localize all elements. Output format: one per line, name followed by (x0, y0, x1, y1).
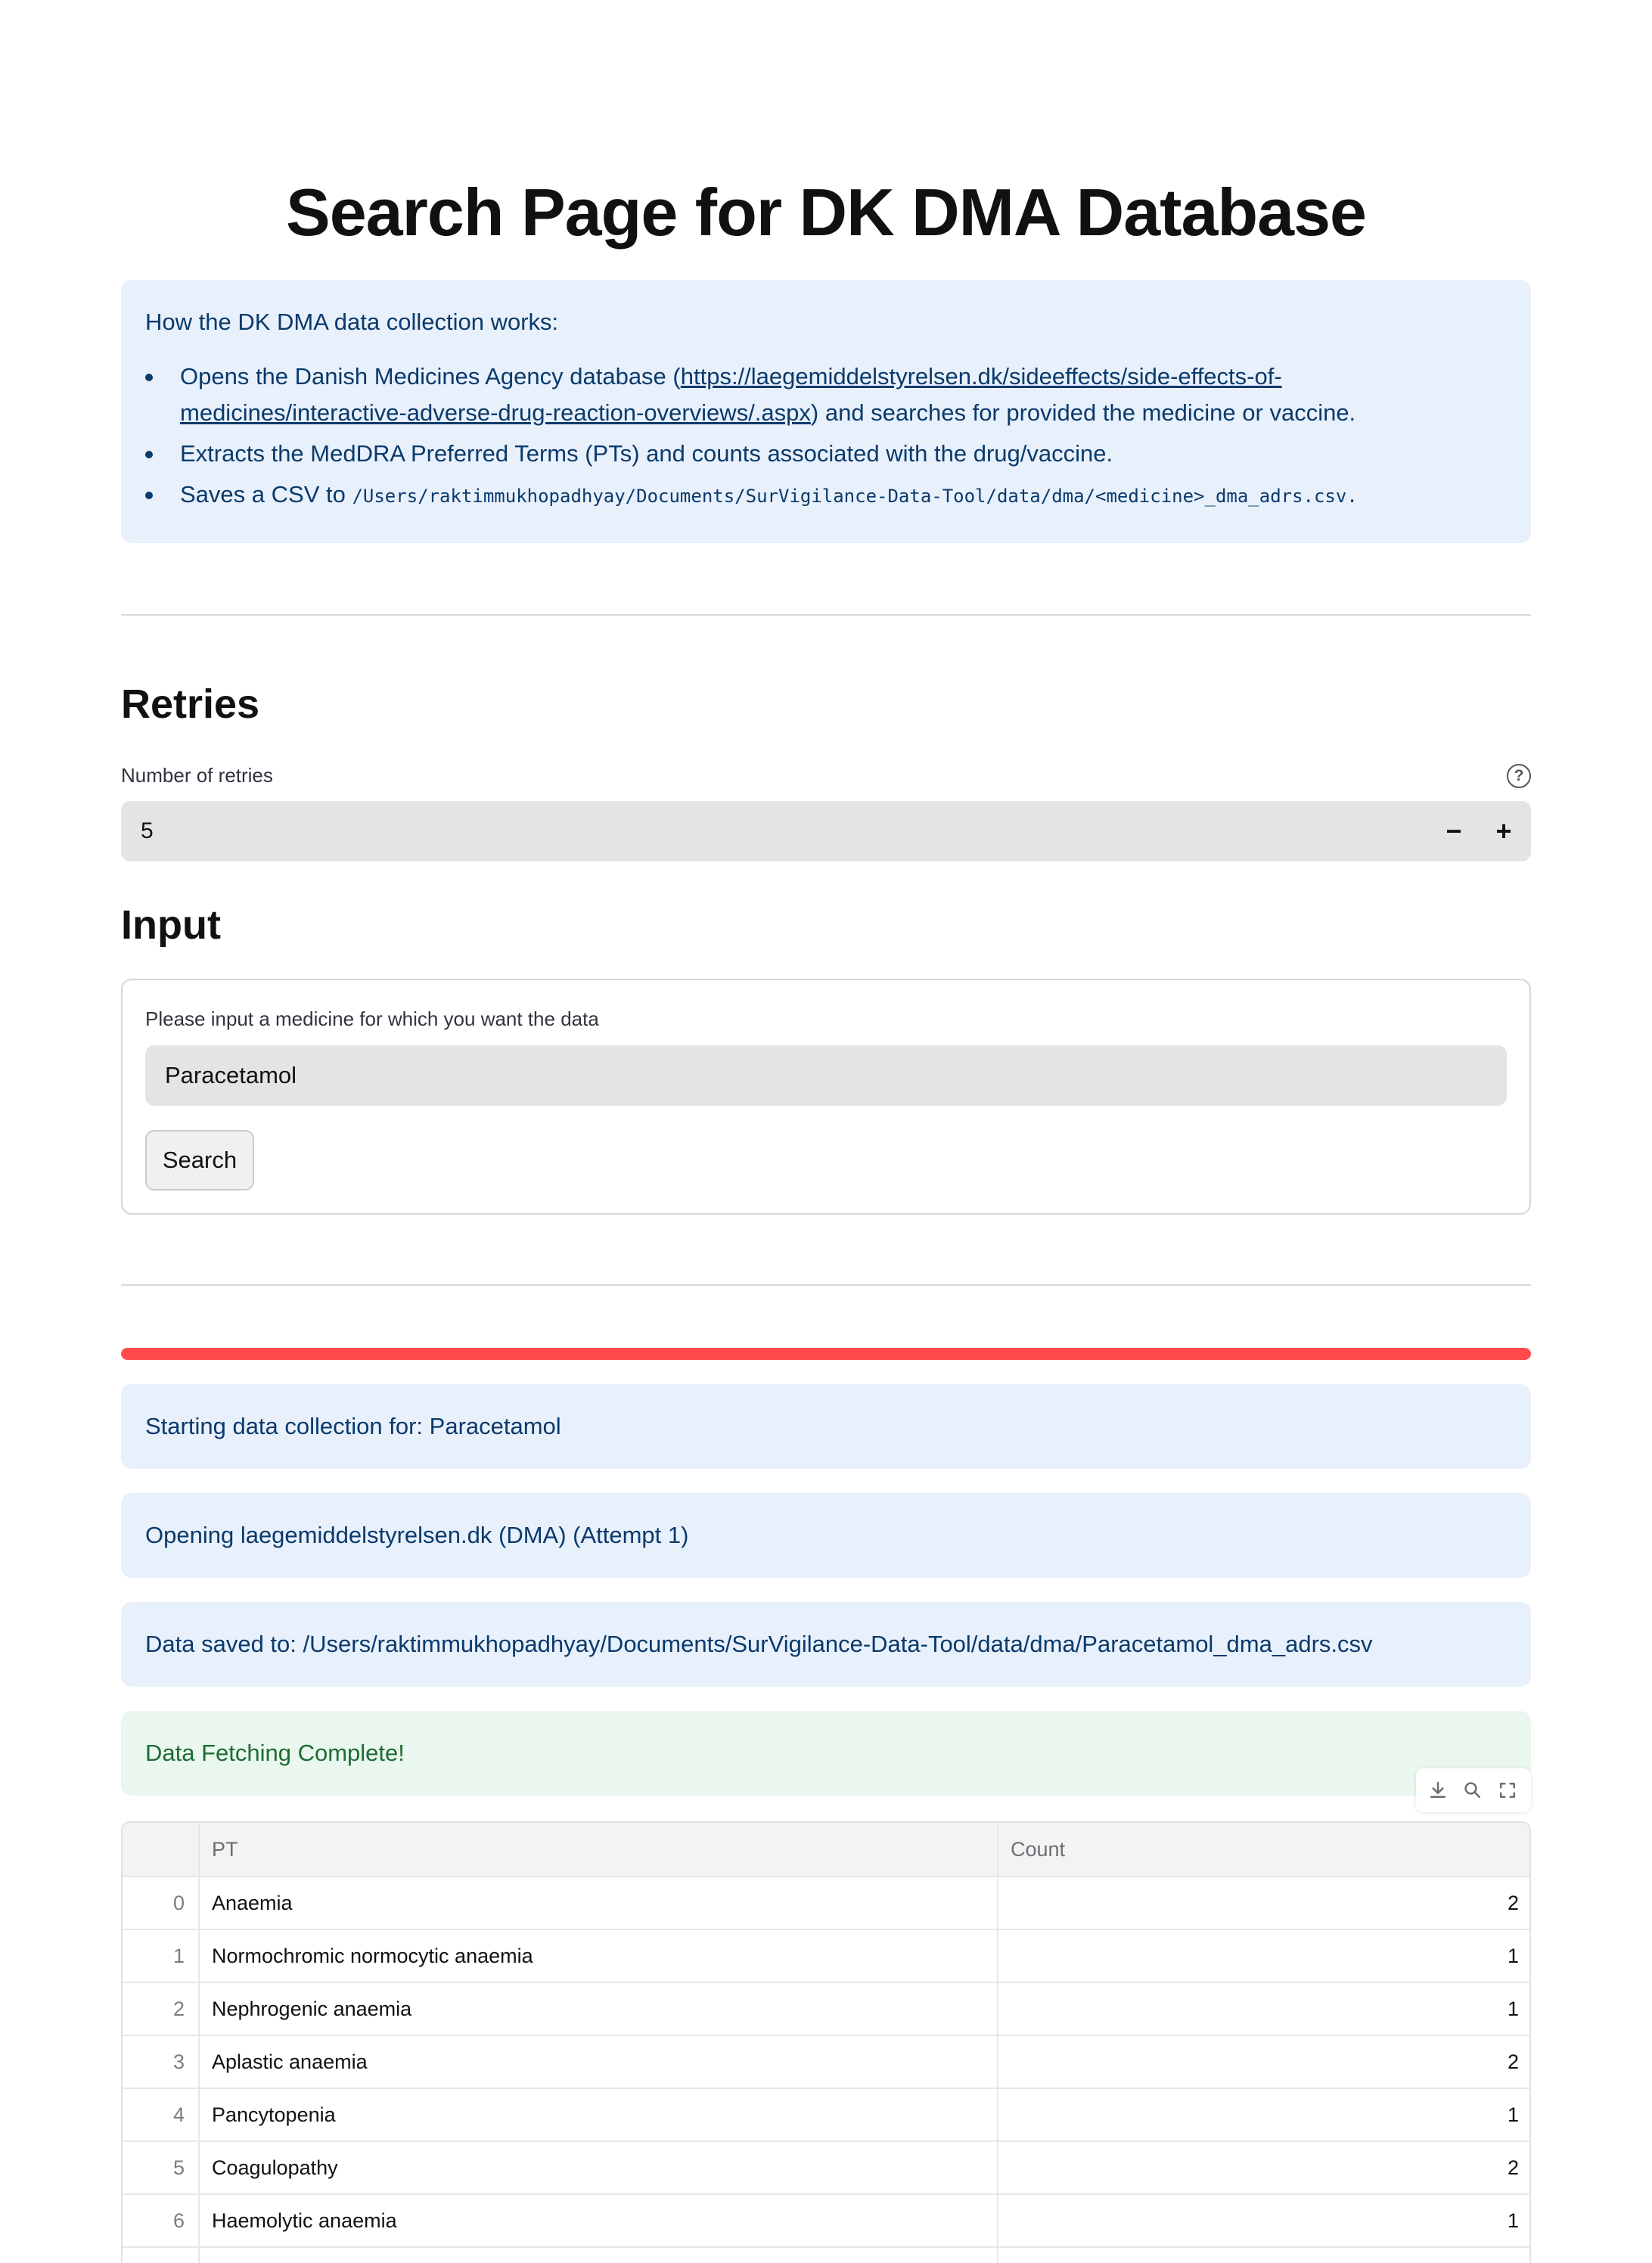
progress-bar (121, 1348, 1531, 1360)
row-index: 6 (123, 2195, 200, 2246)
row-index: 0 (123, 1877, 200, 1929)
pt-cell[interactable]: Pancytopenia (200, 2089, 998, 2140)
count-cell[interactable] (998, 2248, 1531, 2263)
pt-cell[interactable]: Haemolytic anaemia (200, 2195, 998, 2246)
item-text: ) and searches for provided the medicine or vaccine. (810, 399, 1356, 426)
pt-cell[interactable] (200, 2248, 998, 2263)
medicine-input-label: Please input a medicine for which you want the data (145, 1007, 599, 1030)
index-header (123, 1823, 200, 1876)
table-row[interactable] (123, 1877, 1531, 1930)
retries-label: Number of retries (121, 764, 273, 787)
count-column-header[interactable]: Count (1011, 1837, 1066, 1861)
count-cell[interactable]: 1 (1507, 2103, 1519, 2126)
dataframe-toolbar (1416, 1768, 1531, 1812)
progress-fill (121, 1348, 1531, 1360)
increment-button[interactable]: + (1495, 815, 1512, 846)
retries-title: Retries (121, 681, 260, 727)
pt-cell[interactable]: Coagulopathy (200, 2142, 998, 2193)
how-it-works-info (121, 280, 1531, 543)
search-icon[interactable] (1461, 1779, 1484, 1802)
count-cell[interactable]: 1 (1507, 2209, 1519, 2232)
count-cell[interactable]: 2 (1507, 1891, 1519, 1914)
table-row[interactable] (123, 2142, 1531, 2195)
medicine-input[interactable] (145, 1045, 1507, 1106)
table-header (123, 1823, 1531, 1877)
how-it-works-item (145, 436, 1507, 472)
row-index: 3 (123, 2036, 200, 2088)
success-message: Data Fetching Complete! (121, 1711, 1531, 1796)
row-index: 5 (123, 2142, 200, 2193)
table-row[interactable] (123, 2195, 1531, 2248)
count-cell[interactable]: 2 (1507, 2156, 1519, 2179)
search-form (121, 979, 1531, 1215)
how-it-works-list (145, 359, 1507, 514)
status-message-opening: Opening laegemiddelstyrelsen.dk (DMA) (Attempt 1) (121, 1493, 1531, 1578)
row-index (123, 2248, 200, 2263)
row-index: 4 (123, 2089, 200, 2140)
search-button[interactable]: Search (145, 1130, 254, 1190)
pt-cell[interactable]: Normochromic normocytic anaemia (200, 1930, 998, 1982)
pt-cell[interactable]: Anaemia (200, 1877, 998, 1929)
row-index: 2 (123, 1983, 200, 2035)
dma-database-link[interactable]: https://laegemiddelstyrelsen.dk/sideeffects/side-effects-of-medicines/interactive-adverse-drug-reaction-overviews/.aspx (180, 363, 1282, 426)
divider (121, 1284, 1531, 1286)
how-it-works-item (145, 477, 1507, 514)
pt-column-header[interactable]: PT (200, 1823, 998, 1876)
decrement-button[interactable]: − (1446, 815, 1462, 846)
how-it-works-item (145, 359, 1507, 431)
table-row[interactable] (123, 2089, 1531, 2142)
table-row[interactable] (123, 1930, 1531, 1983)
page-title: Search Page for DK DMA Database (286, 175, 1366, 250)
table-row[interactable] (123, 2036, 1531, 2089)
retries-number-input[interactable] (121, 801, 1531, 861)
fullscreen-icon[interactable] (1496, 1779, 1519, 1802)
status-message-start: Starting data collection for: Paracetamol (121, 1384, 1531, 1469)
item-text: Opens the Danish Medicines Agency database ( (180, 363, 681, 390)
input-title: Input (121, 902, 221, 948)
row-index: 1 (123, 1930, 200, 1982)
count-cell[interactable]: 1 (1507, 1944, 1519, 1967)
count-cell[interactable]: 1 (1507, 1997, 1519, 2020)
divider (121, 614, 1531, 616)
csv-path-code: /Users/raktimmukhopadhyay/Documents/SurVigilance-Data-Tool/data/dma/<medicine>_dma_adrs.csv (352, 486, 1347, 507)
pt-cell[interactable]: Aplastic anaemia (200, 2036, 998, 2088)
retries-value[interactable]: 5 (141, 818, 154, 843)
table-row[interactable] (123, 1983, 1531, 2036)
table-row[interactable] (123, 2248, 1531, 2263)
item-text: Saves a CSV to (180, 481, 352, 508)
how-it-works-heading: How the DK DMA data collection works: (145, 309, 559, 335)
item-text: Extracts the MedDRA Preferred Terms (PTs) and counts associated with the drug/vaccine. (180, 440, 1113, 467)
count-cell[interactable]: 2 (1507, 2050, 1519, 2073)
status-message-saved: Data saved to: /Users/raktimmukhopadhyay/Documents/SurVigilance-Data-Tool/data/dma/Paracetamol_dma_adrs.csv (121, 1602, 1531, 1687)
pt-cell[interactable]: Nephrogenic anaemia (200, 1983, 998, 2035)
download-icon[interactable] (1427, 1779, 1449, 1802)
help-icon[interactable]: ? (1507, 764, 1531, 788)
results-table[interactable] (121, 1821, 1531, 2263)
item-text: . (1346, 486, 1358, 507)
